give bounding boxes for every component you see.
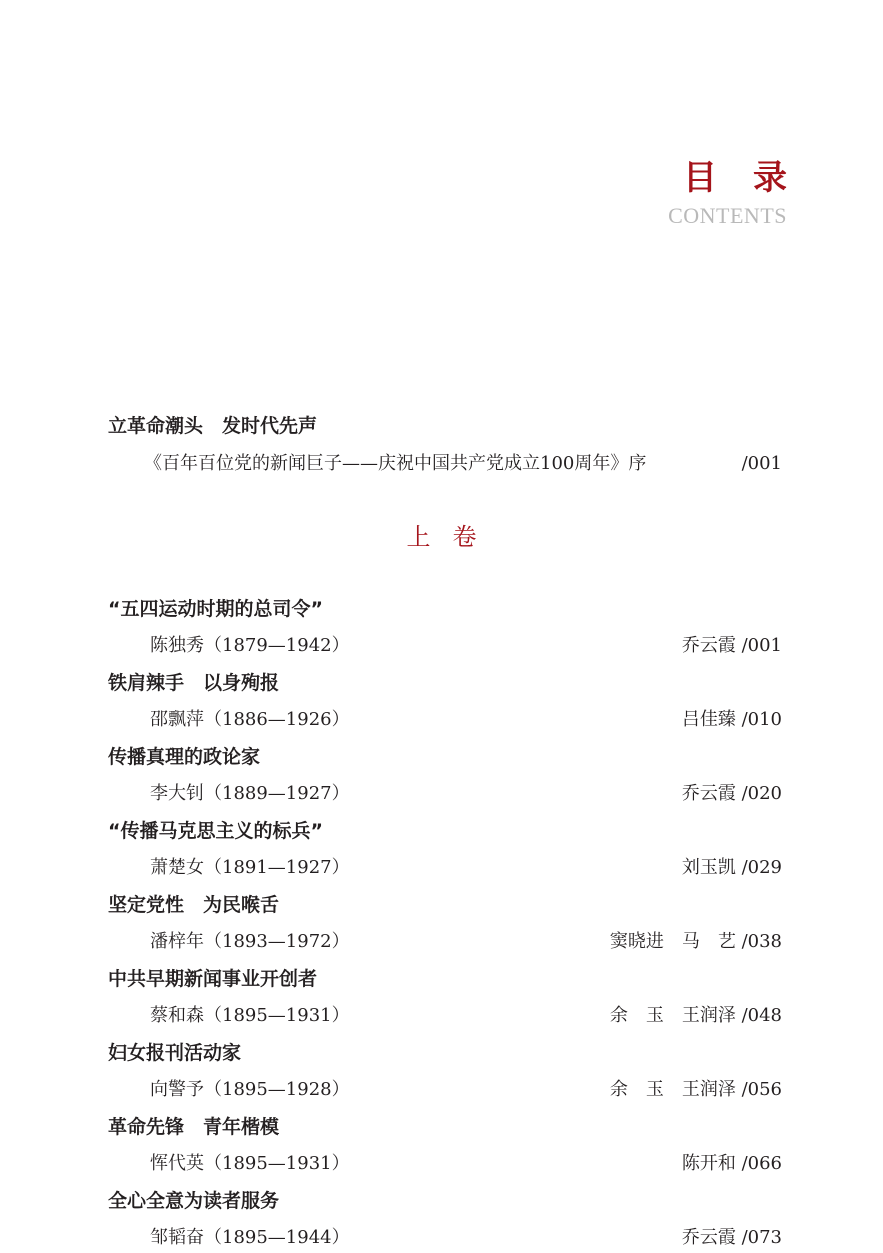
page-title: 目录	[683, 158, 823, 198]
entry-author: 余 玉 王润泽	[609, 1079, 736, 1100]
entry-title: 坚定党性 为民喉舌	[108, 894, 280, 916]
entry-page-number: /066	[741, 1153, 782, 1174]
entry-subline	[108, 847, 782, 889]
entry-author: 陈开和	[681, 1153, 736, 1174]
entry-title: 革命先锋 青年楷模	[108, 1116, 280, 1138]
entry-author-page	[610, 995, 782, 1037]
entry-title: 铁肩辣手 以身殉报	[108, 672, 280, 694]
entry-subline	[108, 625, 782, 667]
toc-entry[interactable]	[108, 815, 782, 889]
entry-author: 乔云霞	[681, 635, 736, 656]
entry-subline	[108, 921, 782, 963]
entry-title: 妇女报刊活动家	[108, 1042, 242, 1064]
entry-subline	[108, 773, 782, 815]
entry-author-page	[682, 1143, 782, 1185]
title-block	[668, 156, 823, 230]
entry-page-number: /020	[741, 783, 782, 804]
toc-entry[interactable]	[108, 963, 782, 1037]
entry-author-page	[682, 625, 782, 667]
entry-page-number: /038	[741, 931, 782, 952]
preface-title: 《百年百位党的新闻巨子——庆祝中国共产党成立100周年》序	[144, 453, 647, 474]
toc-entry[interactable]	[108, 593, 782, 667]
preface-entry[interactable]	[108, 449, 782, 479]
entry-person: 李大钊（1889—1927）	[150, 783, 350, 804]
entry-person: 陈独秀（1879—1942）	[150, 635, 350, 656]
page-subtitle: CONTENTS	[668, 203, 787, 228]
entry-subline	[108, 699, 782, 741]
toc-entry[interactable]	[108, 741, 782, 815]
entry-page-number: /029	[741, 857, 782, 878]
preface-page-number: /001	[741, 453, 782, 474]
toc-entry[interactable]	[108, 1037, 782, 1111]
entry-subline	[108, 1143, 782, 1185]
entry-author-page	[682, 1217, 782, 1253]
entry-page-number: /073	[741, 1227, 782, 1248]
entry-person: 蔡和森（1895—1931）	[150, 1005, 350, 1026]
entry-author: 乔云霞	[681, 783, 736, 804]
entry-author-page	[682, 847, 782, 889]
toc-entry[interactable]	[108, 667, 782, 741]
preface-heading: 立革命潮头 发时代先声	[108, 415, 318, 437]
entry-subline	[108, 1217, 782, 1253]
entry-page-number: /010	[741, 709, 782, 730]
entry-page-number: /001	[741, 635, 782, 656]
entry-title: 全心全意为读者服务	[108, 1190, 280, 1212]
entry-author-page	[610, 1069, 782, 1111]
entry-person: 向警予（1895—1928）	[150, 1079, 350, 1100]
entry-author: 刘玉凯	[681, 857, 736, 878]
toc-list	[108, 593, 782, 1253]
toc-entry[interactable]	[108, 1111, 782, 1185]
volume-title: 上卷	[406, 523, 499, 551]
entry-person: 恽代英（1895—1931）	[150, 1153, 350, 1174]
entry-author: 窦晓进 马 艺	[609, 931, 736, 952]
entry-title: “传播马克思主义的标兵”	[108, 820, 323, 842]
entry-person: 萧楚女（1891—1927）	[150, 857, 350, 878]
entry-author-page	[682, 773, 782, 815]
toc-entry[interactable]	[108, 1185, 782, 1253]
entry-author: 吕佳臻	[681, 709, 736, 730]
toc-entry[interactable]	[108, 889, 782, 963]
entry-title: 传播真理的政论家	[108, 746, 261, 768]
entry-author: 乔云霞	[681, 1227, 736, 1248]
entry-author-page	[610, 921, 782, 963]
entry-subline	[108, 1069, 782, 1111]
entry-person: 潘梓年（1893—1972）	[150, 931, 350, 952]
entry-author: 余 玉 王润泽	[609, 1005, 736, 1026]
entry-person: 邹韬奋（1895—1944）	[150, 1227, 350, 1248]
entry-subline	[108, 995, 782, 1037]
entry-page-number: /056	[741, 1079, 782, 1100]
entry-author-page	[682, 699, 782, 741]
entry-person: 邵飘萍（1886—1926）	[150, 709, 350, 730]
entry-title: 中共早期新闻事业开创者	[108, 968, 318, 990]
entry-page-number: /048	[741, 1005, 782, 1026]
entry-title: “五四运动时期的总司令”	[108, 598, 323, 620]
